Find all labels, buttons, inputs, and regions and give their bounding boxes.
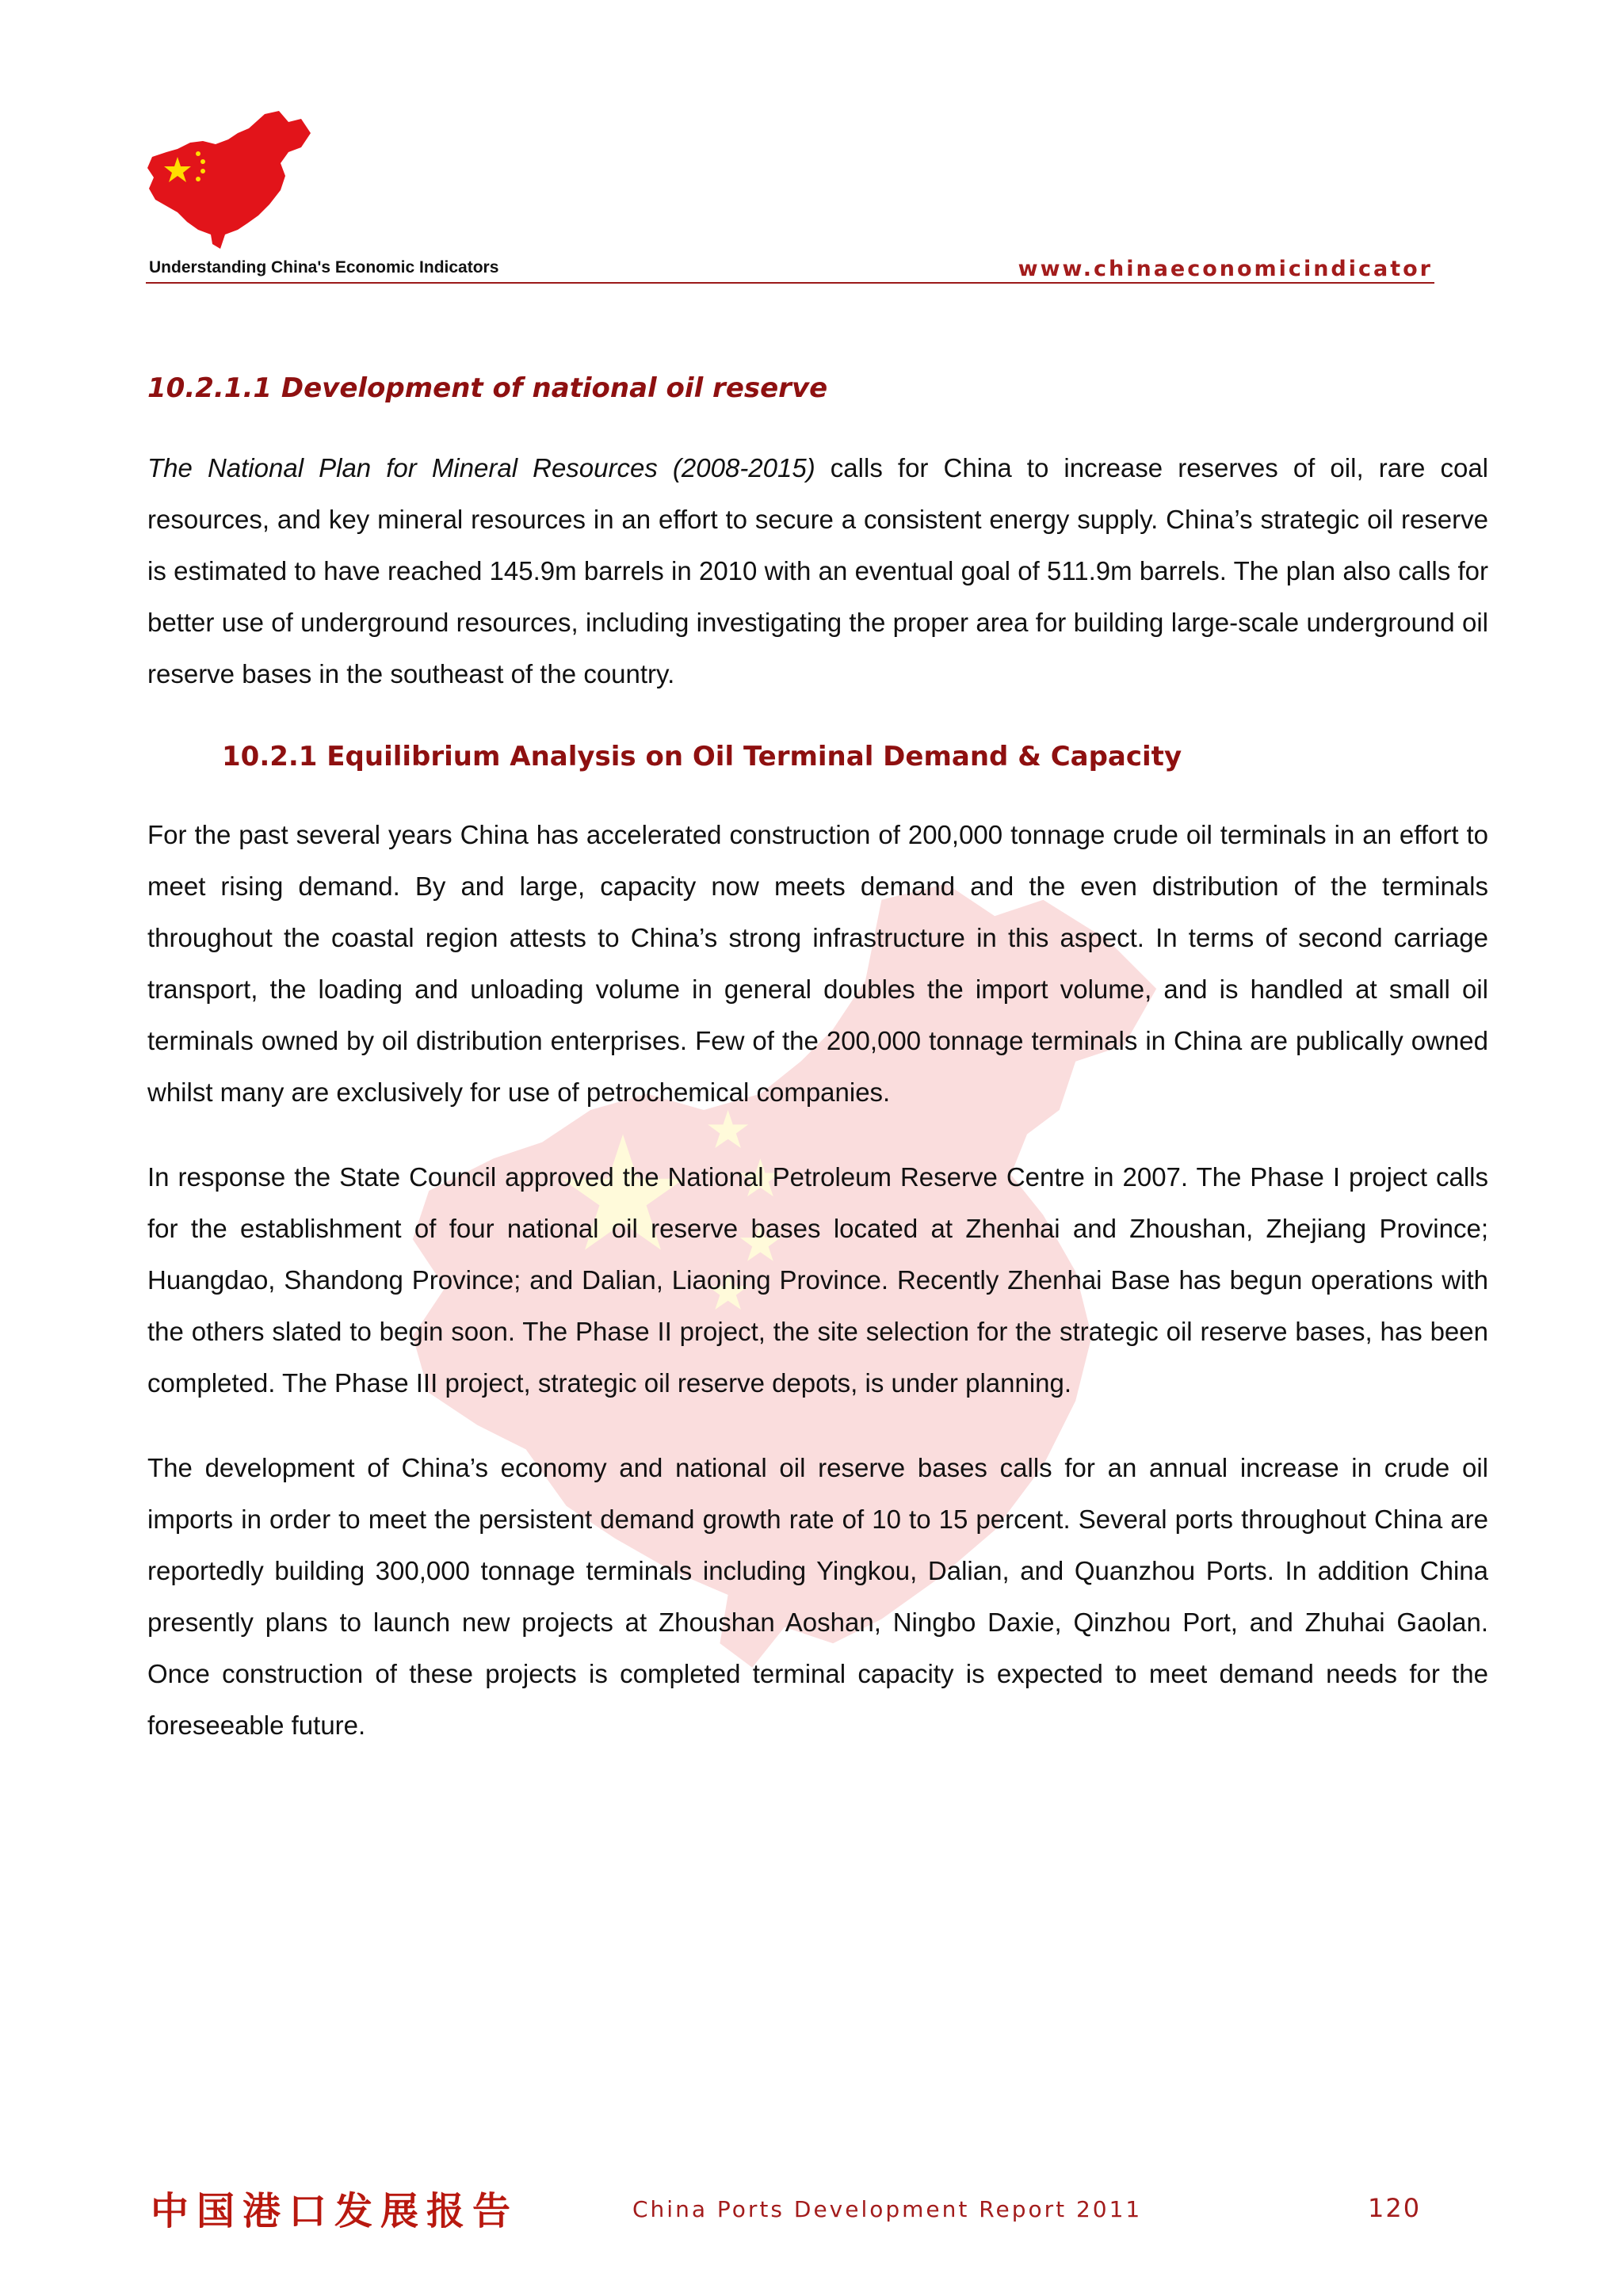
- header-tagline: Understanding China's Economic Indicators: [149, 258, 499, 277]
- paragraph-reserve-centre: In response the State Council approved the National Petroleum Reserve Centre in 2007. The Phase I project calls for the establishment of four national oil reserve bases located at Zhenhai and Zhoushan, Zhejiang Province; Huangdao, Shandong Province; and Dalian, Liaoning Province. Recently Zhenhai Base has begun operations with the others slated to begin soon. The Phase II project, the site selection for the strategic oil reserve bases, has been completed. The Phase III project, strategic oil reserve depots, is under planning.: [147, 1162, 1488, 1398]
- footer-chinese-title: 中国港口发展报告: [151, 2189, 519, 2233]
- header-url-link[interactable]: www.chinaeconomicindicator: [1018, 257, 1433, 281]
- document-body: [147, 364, 1488, 1784]
- paragraph-oil-reserve-text: calls for China to increase reserves of oil, rare coal resources, and key mineral resources in an effort to secure a consistent energy supply. China’s strategic oil reserve is estimated to have reached 145.9m barrels in 2010 with an eventual goal of 511.9m barrels. The plan also calls for better use of underground resources, including investigating the proper area for building large-scale underground oil reserve bases in the southeast of the country.: [147, 453, 1489, 688]
- section-heading-oil-reserve: 10.2.1.1 Development of national oil reserve: [147, 372, 828, 404]
- page-number: 120: [1368, 2193, 1422, 2223]
- header-divider: [146, 282, 1434, 284]
- plan-title-italic: The National Plan for Mineral Resources (2008-2015): [147, 453, 815, 482]
- china-map-flag-icon: [146, 111, 312, 254]
- paragraph-oil-reserve: [147, 442, 1488, 700]
- section-heading-equilibrium: 10.2.1 Equilibrium Analysis on Oil Terminal Demand & Capacity: [222, 741, 1182, 772]
- paragraph-economy-development: The development of China’s economy and national oil reserve bases calls for an annual increase in crude oil imports in order to meet the persistent demand growth rate of 10 to 15 percent. Several ports throughout China are reportedly building 300,000 tonnage terminals including Yingkou, Dalian, and Quanzhou Ports. In addition China presently plans to launch new projects at Zhoushan Aoshan, Ningbo Daxie, Qinzhou Port, and Zhuhai Gaolan. Once construction of these projects is completed terminal capacity is expected to meet demand needs for the foreseeable future.: [147, 1453, 1488, 1740]
- footer-report-title: China Ports Development Report 2011: [632, 2196, 1143, 2222]
- paragraph-terminal-construction: For the past several years China has accelerated construction of 200,000 tonnage crude oil terminals in an effort to meet rising demand. By and large, capacity now meets demand and the even distribution of the terminals throughout the coastal region attests to China’s strong infrastructure in this aspect. In terms of second carriage transport, the loading and unloading volume in general doubles the import volume, and is handled at small oil terminals owned by oil distribution enterprises. Few of the 200,000 tonnage terminals in China are publically owned whilst many are exclusively for use of petrochemical companies.: [147, 820, 1488, 1107]
